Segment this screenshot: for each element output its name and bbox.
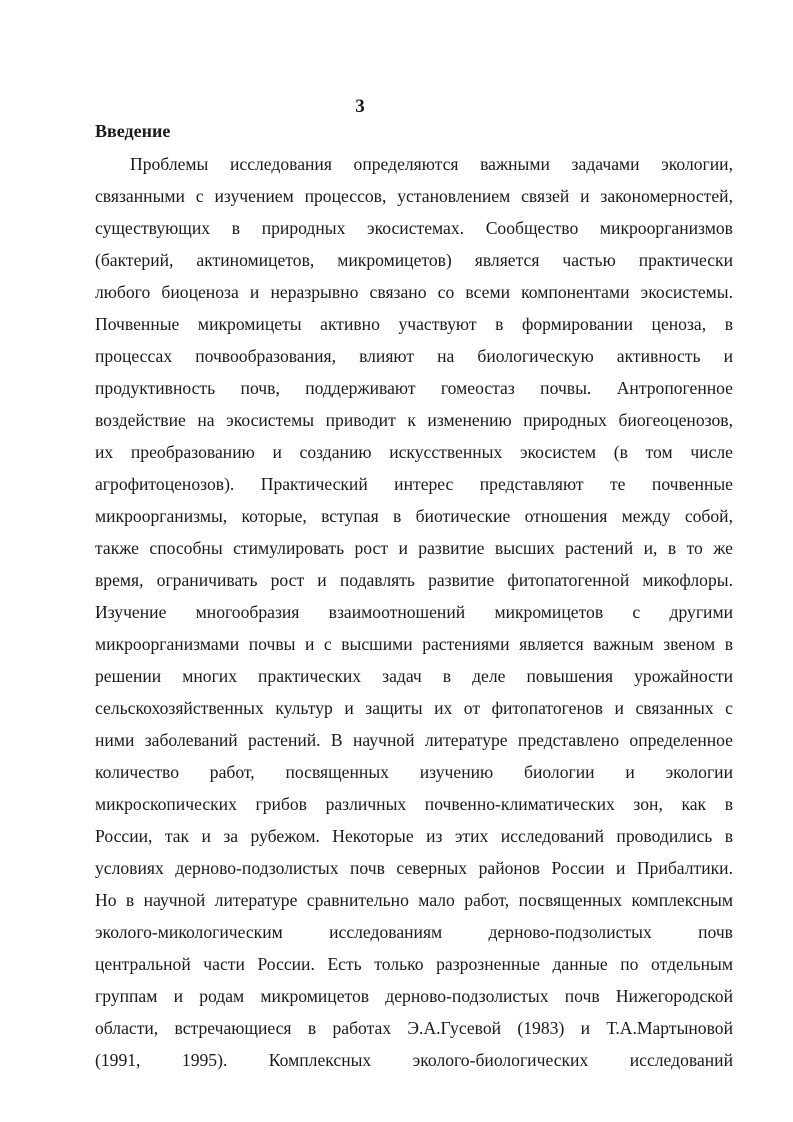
text-line: количество работ, посвященных изучению биологии и экологии (95, 762, 733, 782)
text-line: также способны стимулировать рост и развитие высших растений и, в то же (95, 538, 733, 558)
text-line: агрофитоценозов). Практический интерес представляют те почвенные (95, 474, 733, 494)
text-line: условиях дерново-подзолистых почв северных районов России и Прибалтики. (95, 858, 733, 878)
text-line: их преобразованию и созданию искусственных экосистем (в том числе (95, 442, 733, 462)
text-line: процессах почвообразования, влияют на биологическую активность и (95, 346, 733, 366)
text-line: России, так и за рубежом. Некоторые из этих исследований проводились в (95, 826, 733, 846)
text-line: Но в научной литературе сравнительно мало работ, посвященных комплексным (95, 890, 733, 910)
section-title: Введение (95, 121, 171, 141)
text-line: эколого-микологическим исследованиям дерново-подзолистых почв (95, 922, 733, 942)
text-line: существующих в природных экосистемах. Сообщество микроорганизмов (95, 218, 733, 238)
text-line: Почвенные микромицеты активно участвуют в формировании ценоза, в (95, 314, 733, 334)
text-line: ними заболеваний растений. В научной литературе представлено определенное (95, 730, 733, 750)
text-line: сельскохозяйственных культур и защиты их от фитопатогенов и связанных с (95, 698, 733, 718)
text-line: группам и родам микромицетов дерново-подзолистых почв Нижегородской (95, 986, 733, 1006)
page-number: 3 (355, 96, 365, 117)
text-line: продуктивность почв, поддерживают гомеостаз почвы. Антропогенное (95, 378, 733, 398)
text-line: Изучение многообразия взаимоотношений микромицетов с другими (95, 602, 733, 622)
text-line: Проблемы исследования определяются важными задачами экологии, (130, 154, 733, 174)
text-line: области, встречающиеся в работах Э.А.Гусевой (1983) и Т.А.Мартыновой (95, 1018, 733, 1038)
text-line: связанными с изучением процессов, установлением связей и закономерностей, (95, 186, 733, 206)
text-line: воздействие на экосистемы приводит к изменению природных биогеоценозов, (95, 410, 733, 430)
text-line: микроорганизмами почвы и с высшими растениями является важным звеном в (95, 634, 733, 654)
text-line: микроорганизмы, которые, вступая в биотические отношения между собой, (95, 506, 733, 526)
text-line: (бактерий, актиномицетов, микромицетов) является частью практически (95, 250, 733, 270)
text-line: микроскопических грибов различных почвенно-климатических зон, как в (95, 794, 733, 814)
text-line: решении многих практических задач в деле повышения урожайности (95, 666, 733, 686)
text-line: любого биоценоза и неразрывно связано со всеми компонентами экосистемы. (95, 282, 733, 302)
body-text (95, 148, 733, 1076)
text-line: (1991, 1995). Комплексных эколого-биологических исследований (95, 1050, 733, 1070)
text-line: центральной части России. Есть только разрозненные данные по отдельным (95, 954, 733, 974)
text-line: время, ограничивать рост и подавлять развитие фитопатогенной микофлоры. (95, 570, 733, 590)
